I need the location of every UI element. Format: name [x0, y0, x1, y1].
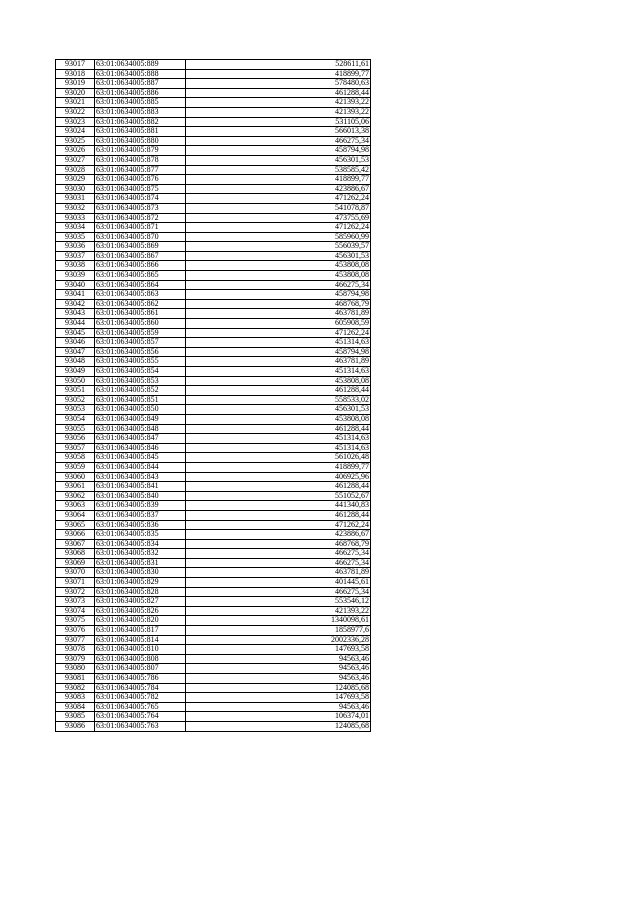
table-row — [56, 683, 371, 693]
table-row — [56, 213, 371, 223]
table-row — [56, 443, 371, 453]
cadastral-number-cell: 63:01:0634005:814 — [95, 635, 186, 645]
table-row — [56, 578, 371, 588]
table-row — [56, 165, 371, 175]
cadastral-value-cell: 471262,24 — [186, 194, 371, 204]
table-row — [56, 223, 371, 233]
row-number-cell: 93040 — [56, 280, 95, 290]
row-number-cell: 93070 — [56, 568, 95, 578]
row-number-cell: 93017 — [56, 60, 95, 70]
cadastral-value-cell: 566013,38 — [186, 127, 371, 137]
table-row — [56, 328, 371, 338]
cadastral-number-cell: 63:01:0634005:830 — [95, 568, 186, 578]
cadastral-number-cell: 63:01:0634005:880 — [95, 136, 186, 146]
cadastral-number-cell: 63:01:0634005:782 — [95, 693, 186, 703]
cadastral-number-cell: 63:01:0634005:765 — [95, 702, 186, 712]
cadastral-number-cell: 63:01:0634005:867 — [95, 251, 186, 261]
row-number-cell: 93049 — [56, 367, 95, 377]
table-row — [56, 127, 371, 137]
cadastral-number-cell: 63:01:0634005:864 — [95, 280, 186, 290]
table-row — [56, 146, 371, 156]
cadastral-value-cell: 551052,67 — [186, 491, 371, 501]
cadastral-number-cell: 63:01:0634005:826 — [95, 606, 186, 616]
table-row — [56, 319, 371, 329]
table-row — [56, 626, 371, 636]
cadastral-value-cell: 578480,63 — [186, 79, 371, 89]
cadastral-value-cell: 451314,63 — [186, 367, 371, 377]
table-row — [56, 395, 371, 405]
cadastral-value-cell: 458794,98 — [186, 146, 371, 156]
table-row — [56, 69, 371, 79]
cadastral-value-cell: 1340098,61 — [186, 616, 371, 626]
table-row — [56, 568, 371, 578]
row-number-cell: 93023 — [56, 117, 95, 127]
table-row — [56, 635, 371, 645]
cadastral-number-cell: 63:01:0634005:841 — [95, 482, 186, 492]
table-row — [56, 482, 371, 492]
cadastral-number-cell: 63:01:0634005:845 — [95, 453, 186, 463]
row-number-cell: 93033 — [56, 213, 95, 223]
cadastral-number-cell: 63:01:0634005:857 — [95, 338, 186, 348]
cadastral-value-cell: 556039,57 — [186, 242, 371, 252]
cadastral-value-cell: 585960,99 — [186, 232, 371, 242]
cadastral-value-cell: 461288,44 — [186, 88, 371, 98]
cadastral-value-cell: 418899,77 — [186, 175, 371, 185]
table-row — [56, 88, 371, 98]
cadastral-value-cell: 421393,22 — [186, 107, 371, 117]
table-body — [56, 60, 371, 732]
row-number-cell: 93037 — [56, 251, 95, 261]
cadastral-number-cell: 63:01:0634005:856 — [95, 347, 186, 357]
cadastral-number-cell: 63:01:0634005:844 — [95, 462, 186, 472]
table-row — [56, 136, 371, 146]
cadastral-value-cell: 453808,08 — [186, 414, 371, 424]
cadastral-value-cell: 106374,01 — [186, 712, 371, 722]
row-number-cell: 93066 — [56, 530, 95, 540]
cadastral-number-cell: 63:01:0634005:873 — [95, 203, 186, 213]
cadastral-number-cell: 63:01:0634005:886 — [95, 88, 186, 98]
row-number-cell: 93028 — [56, 165, 95, 175]
cadastral-number-cell: 63:01:0634005:859 — [95, 328, 186, 338]
table-row — [56, 664, 371, 674]
row-number-cell: 93055 — [56, 424, 95, 434]
table-row — [56, 549, 371, 559]
row-number-cell: 93034 — [56, 223, 95, 233]
cadastral-value-cell: 451314,63 — [186, 443, 371, 453]
cadastral-number-cell: 63:01:0634005:870 — [95, 232, 186, 242]
table-row — [56, 721, 371, 731]
table-row — [56, 616, 371, 626]
row-number-cell: 93022 — [56, 107, 95, 117]
row-number-cell: 93085 — [56, 712, 95, 722]
cadastral-number-cell: 63:01:0634005:835 — [95, 530, 186, 540]
row-number-cell: 93039 — [56, 271, 95, 281]
cadastral-value-cell: 94563,46 — [186, 664, 371, 674]
row-number-cell: 93019 — [56, 79, 95, 89]
cadastral-number-cell: 63:01:0634005:871 — [95, 223, 186, 233]
cadastral-number-cell: 63:01:0634005:808 — [95, 654, 186, 664]
row-number-cell: 93047 — [56, 347, 95, 357]
row-number-cell: 93043 — [56, 309, 95, 319]
row-number-cell: 93079 — [56, 654, 95, 664]
cadastral-value-cell: 466275,34 — [186, 549, 371, 559]
cadastral-value-cell: 466275,34 — [186, 280, 371, 290]
cadastral-number-cell: 63:01:0634005:820 — [95, 616, 186, 626]
cadastral-number-cell: 63:01:0634005:887 — [95, 79, 186, 89]
row-number-cell: 93046 — [56, 338, 95, 348]
cadastral-number-cell: 63:01:0634005:834 — [95, 539, 186, 549]
row-number-cell: 93060 — [56, 472, 95, 482]
cadastral-number-cell: 63:01:0634005:831 — [95, 558, 186, 568]
cadastral-number-cell: 63:01:0634005:874 — [95, 194, 186, 204]
cadastral-value-cell: 451314,63 — [186, 338, 371, 348]
cadastral-number-cell: 63:01:0634005:850 — [95, 405, 186, 415]
table-row — [56, 117, 371, 127]
cadastral-value-cell: 1858977,6 — [186, 626, 371, 636]
cadastral-value-cell: 561026,48 — [186, 453, 371, 463]
cadastral-number-cell: 63:01:0634005:836 — [95, 520, 186, 530]
table-row — [56, 79, 371, 89]
row-number-cell: 93081 — [56, 674, 95, 684]
row-number-cell: 93068 — [56, 549, 95, 559]
cadastral-value-cell: 466275,34 — [186, 136, 371, 146]
cadastral-value-cell: 423886,67 — [186, 184, 371, 194]
cadastral-value-cell: 421393,22 — [186, 98, 371, 108]
row-number-cell: 93083 — [56, 693, 95, 703]
row-number-cell: 93053 — [56, 405, 95, 415]
row-number-cell: 93058 — [56, 453, 95, 463]
table-row — [56, 376, 371, 386]
cadastral-number-cell: 63:01:0634005:827 — [95, 597, 186, 607]
cadastral-value-cell: 466275,34 — [186, 558, 371, 568]
table-row — [56, 261, 371, 271]
table-row — [56, 357, 371, 367]
row-number-cell: 93071 — [56, 578, 95, 588]
cadastral-number-cell: 63:01:0634005:807 — [95, 664, 186, 674]
table-row — [56, 203, 371, 213]
cadastral-value-cell: 456301,53 — [186, 155, 371, 165]
row-number-cell: 93075 — [56, 616, 95, 626]
cadastral-number-cell: 63:01:0634005:860 — [95, 319, 186, 329]
cadastral-value-cell: 423886,67 — [186, 530, 371, 540]
cadastral-number-cell: 63:01:0634005:847 — [95, 434, 186, 444]
cadastral-number-cell: 63:01:0634005:764 — [95, 712, 186, 722]
table-row — [56, 520, 371, 530]
cadastral-number-cell: 63:01:0634005:843 — [95, 472, 186, 482]
row-number-cell: 93074 — [56, 606, 95, 616]
row-number-cell: 93020 — [56, 88, 95, 98]
row-number-cell: 93038 — [56, 261, 95, 271]
cadastral-value-cell: 458794,98 — [186, 290, 371, 300]
cadastral-value-cell: 456301,53 — [186, 251, 371, 261]
row-number-cell: 93084 — [56, 702, 95, 712]
cadastral-number-cell: 63:01:0634005:881 — [95, 127, 186, 137]
cadastral-number-cell: 63:01:0634005:879 — [95, 146, 186, 156]
row-number-cell: 93044 — [56, 319, 95, 329]
row-number-cell: 93027 — [56, 155, 95, 165]
cadastral-number-cell: 63:01:0634005:889 — [95, 60, 186, 70]
cadastral-value-cell: 558533,02 — [186, 395, 371, 405]
row-number-cell: 93069 — [56, 558, 95, 568]
cadastral-value-cell: 463781,89 — [186, 357, 371, 367]
row-number-cell: 93059 — [56, 462, 95, 472]
cadastral-value-cell: 453808,08 — [186, 271, 371, 281]
row-number-cell: 93062 — [56, 491, 95, 501]
cadastral-value-cell: 471262,24 — [186, 223, 371, 233]
row-number-cell: 93032 — [56, 203, 95, 213]
cadastral-value-cell: 124085,68 — [186, 683, 371, 693]
row-number-cell: 93056 — [56, 434, 95, 444]
row-number-cell: 93050 — [56, 376, 95, 386]
cadastral-value-cell: 406925,96 — [186, 472, 371, 482]
table-row — [56, 251, 371, 261]
row-number-cell: 93025 — [56, 136, 95, 146]
row-number-cell: 93041 — [56, 290, 95, 300]
row-number-cell: 93021 — [56, 98, 95, 108]
row-number-cell: 93061 — [56, 482, 95, 492]
cadastral-number-cell: 63:01:0634005:853 — [95, 376, 186, 386]
cadastral-value-cell: 418899,77 — [186, 69, 371, 79]
row-number-cell: 93045 — [56, 328, 95, 338]
cadastral-number-cell: 63:01:0634005:888 — [95, 69, 186, 79]
row-number-cell: 93077 — [56, 635, 95, 645]
cadastral-value-cell: 461288,44 — [186, 510, 371, 520]
row-number-cell: 93018 — [56, 69, 95, 79]
cadastral-number-cell: 63:01:0634005:872 — [95, 213, 186, 223]
row-number-cell: 93082 — [56, 683, 95, 693]
table-row — [56, 472, 371, 482]
cadastral-value-cell: 453808,08 — [186, 261, 371, 271]
cadastral-number-cell: 63:01:0634005:763 — [95, 721, 186, 731]
row-number-cell: 93080 — [56, 664, 95, 674]
table-row — [56, 491, 371, 501]
table-row — [56, 587, 371, 597]
table-row — [56, 674, 371, 684]
table-row — [56, 155, 371, 165]
table-row — [56, 386, 371, 396]
table-row — [56, 98, 371, 108]
cadastral-number-cell: 63:01:0634005:852 — [95, 386, 186, 396]
table-row — [56, 338, 371, 348]
cadastral-number-cell: 63:01:0634005:810 — [95, 645, 186, 655]
table-row — [56, 510, 371, 520]
row-number-cell: 93064 — [56, 510, 95, 520]
cadastral-value-cell: 441340,83 — [186, 501, 371, 511]
cadastral-number-cell: 63:01:0634005:875 — [95, 184, 186, 194]
cadastral-number-cell: 63:01:0634005:840 — [95, 491, 186, 501]
table-row — [56, 232, 371, 242]
cadastral-number-cell: 63:01:0634005:832 — [95, 549, 186, 559]
row-number-cell: 93024 — [56, 127, 95, 137]
cadastral-value-cell: 458794,98 — [186, 347, 371, 357]
cadastral-value-cell: 94563,46 — [186, 654, 371, 664]
cadastral-value-cell: 94563,46 — [186, 702, 371, 712]
cadastral-value-cell: 468768,79 — [186, 539, 371, 549]
cadastral-number-cell: 63:01:0634005:883 — [95, 107, 186, 117]
cadastral-value-cell: 466275,34 — [186, 587, 371, 597]
table-row — [56, 693, 371, 703]
table-row — [56, 367, 371, 377]
table-row — [56, 645, 371, 655]
cadastral-value-cell: 461288,44 — [186, 482, 371, 492]
row-number-cell: 93076 — [56, 626, 95, 636]
row-number-cell: 93030 — [56, 184, 95, 194]
cadastral-number-cell: 63:01:0634005:829 — [95, 578, 186, 588]
row-number-cell: 93026 — [56, 146, 95, 156]
cadastral-number-cell: 63:01:0634005:817 — [95, 626, 186, 636]
table-row — [56, 702, 371, 712]
table-row — [56, 299, 371, 309]
table-row — [56, 271, 371, 281]
cadastral-value-cell: 147693,58 — [186, 645, 371, 655]
row-number-cell: 93063 — [56, 501, 95, 511]
cadastral-value-cell: 531105,06 — [186, 117, 371, 127]
row-number-cell: 93073 — [56, 597, 95, 607]
table-row — [56, 414, 371, 424]
cadastral-number-cell: 63:01:0634005:839 — [95, 501, 186, 511]
row-number-cell: 93035 — [56, 232, 95, 242]
cadastral-value-cell: 538585,42 — [186, 165, 371, 175]
cadastral-value-cell: 471262,24 — [186, 520, 371, 530]
cadastral-value-cell: 418899,77 — [186, 462, 371, 472]
cadastral-value-cell: 473755,69 — [186, 213, 371, 223]
table-row — [56, 280, 371, 290]
cadastral-value-cell: 147693,58 — [186, 693, 371, 703]
row-number-cell: 93051 — [56, 386, 95, 396]
cadastral-value-cell: 2002336,28 — [186, 635, 371, 645]
cadastral-number-cell: 63:01:0634005:784 — [95, 683, 186, 693]
cadastral-value-cell: 94563,46 — [186, 674, 371, 684]
cadastral-number-cell: 63:01:0634005:855 — [95, 357, 186, 367]
cadastral-value-cell: 463781,89 — [186, 309, 371, 319]
cadastral-number-cell: 63:01:0634005:865 — [95, 271, 186, 281]
table-row — [56, 242, 371, 252]
row-number-cell: 93086 — [56, 721, 95, 731]
cadastral-number-cell: 63:01:0634005:854 — [95, 367, 186, 377]
table-row — [56, 453, 371, 463]
cadastral-number-cell: 63:01:0634005:876 — [95, 175, 186, 185]
row-number-cell: 93042 — [56, 299, 95, 309]
cadastral-number-cell: 63:01:0634005:837 — [95, 510, 186, 520]
row-number-cell: 93029 — [56, 175, 95, 185]
row-number-cell: 93057 — [56, 443, 95, 453]
cadastral-value-cell: 453808,08 — [186, 376, 371, 386]
cadastral-number-cell: 63:01:0634005:851 — [95, 395, 186, 405]
table-row — [56, 654, 371, 664]
row-number-cell: 93078 — [56, 645, 95, 655]
row-number-cell: 93065 — [56, 520, 95, 530]
cadastral-value-cell: 124085,68 — [186, 721, 371, 731]
cadastral-value-cell: 421393,22 — [186, 606, 371, 616]
cadastral-number-cell: 63:01:0634005:861 — [95, 309, 186, 319]
table-row — [56, 184, 371, 194]
cadastral-number-cell: 63:01:0634005:848 — [95, 424, 186, 434]
cadastral-value-cell: 451314,63 — [186, 434, 371, 444]
cadastral-number-cell: 63:01:0634005:863 — [95, 290, 186, 300]
cadastral-value-cell: 471262,24 — [186, 328, 371, 338]
cadastral-value-cell: 468768,79 — [186, 299, 371, 309]
table-row — [56, 107, 371, 117]
table-row — [56, 309, 371, 319]
table-row — [56, 558, 371, 568]
row-number-cell: 93067 — [56, 539, 95, 549]
table-row — [56, 434, 371, 444]
table-row — [56, 501, 371, 511]
cadastral-number-cell: 63:01:0634005:828 — [95, 587, 186, 597]
cadastral-number-cell: 63:01:0634005:786 — [95, 674, 186, 684]
cadastral-value-cell: 461288,44 — [186, 386, 371, 396]
cadastral-number-cell: 63:01:0634005:885 — [95, 98, 186, 108]
table-row — [56, 175, 371, 185]
table-row — [56, 424, 371, 434]
table-row — [56, 405, 371, 415]
table-row — [56, 597, 371, 607]
row-number-cell: 93054 — [56, 414, 95, 424]
table-row — [56, 347, 371, 357]
cadastral-number-cell: 63:01:0634005:869 — [95, 242, 186, 252]
table-row — [56, 530, 371, 540]
table-row — [56, 606, 371, 616]
table-row — [56, 539, 371, 549]
table-row — [56, 290, 371, 300]
cadastral-value-cell: 541078,87 — [186, 203, 371, 213]
cadastral-value-cell: 401445,61 — [186, 578, 371, 588]
row-number-cell: 93031 — [56, 194, 95, 204]
cadastral-value-cell: 463781,89 — [186, 568, 371, 578]
table-row — [56, 194, 371, 204]
cadastral-number-cell: 63:01:0634005:846 — [95, 443, 186, 453]
row-number-cell: 93048 — [56, 357, 95, 367]
row-number-cell: 93036 — [56, 242, 95, 252]
cadastral-number-cell: 63:01:0634005:878 — [95, 155, 186, 165]
cadastral-number-cell: 63:01:0634005:849 — [95, 414, 186, 424]
cadastral-value-cell: 528611,61 — [186, 60, 371, 70]
cadastral-value-cell: 461288,44 — [186, 424, 371, 434]
table-row — [56, 60, 371, 70]
row-number-cell: 93072 — [56, 587, 95, 597]
cadastral-value-cell: 456301,53 — [186, 405, 371, 415]
cadastral-number-cell: 63:01:0634005:877 — [95, 165, 186, 175]
cadastral-number-cell: 63:01:0634005:866 — [95, 261, 186, 271]
row-number-cell: 93052 — [56, 395, 95, 405]
cadastral-value-cell: 605908,59 — [186, 319, 371, 329]
table-row — [56, 712, 371, 722]
cadastral-number-cell: 63:01:0634005:862 — [95, 299, 186, 309]
table-row — [56, 462, 371, 472]
cadastral-value-table — [55, 59, 371, 732]
cadastral-value-cell: 553546,12 — [186, 597, 371, 607]
cadastral-number-cell: 63:01:0634005:882 — [95, 117, 186, 127]
